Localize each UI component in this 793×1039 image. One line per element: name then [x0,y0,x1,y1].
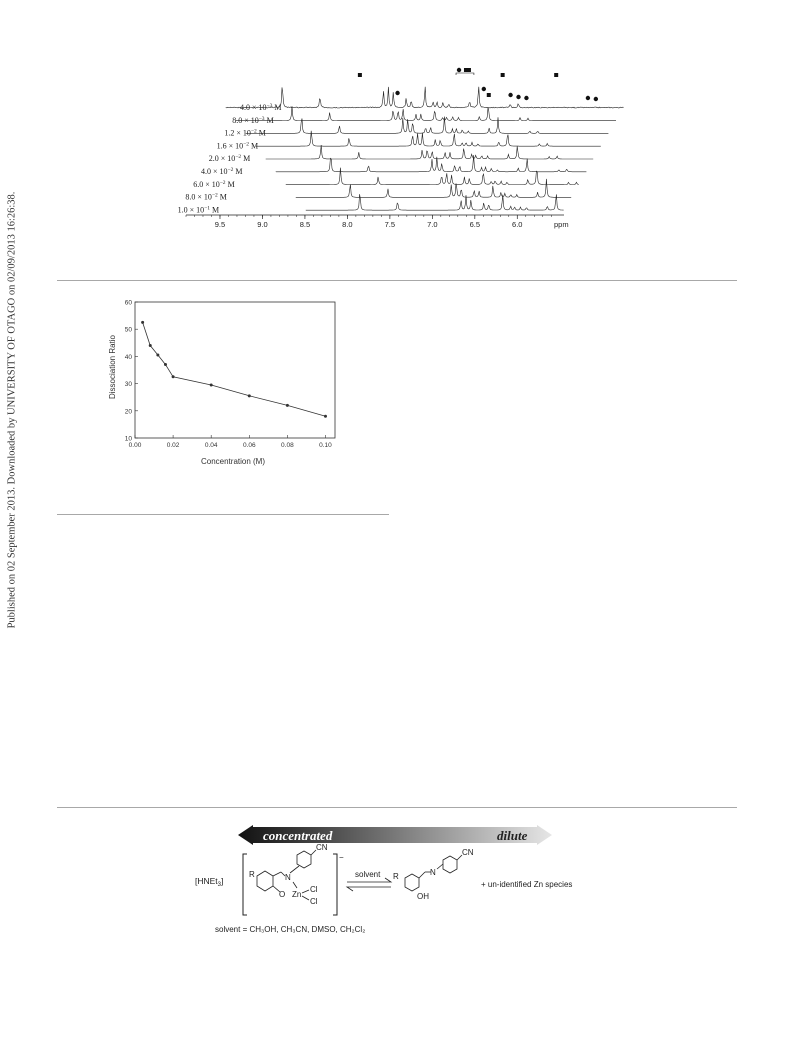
concentration-label: $6.0 \times 10^{-2}$ M [193,179,235,189]
circle-marker [395,91,399,95]
y-tick-label: 40 [124,353,132,361]
spectrum-trace [266,145,593,159]
concentration-label: $1.0 \times 10^{-1}$ M [177,205,220,215]
x-tick-label: 0.00 [128,442,142,449]
concentrated-label: concentrated [263,828,333,843]
square-marker [501,73,505,77]
charge-label: − [339,853,344,862]
r-group-product-label: R [393,872,399,881]
cn2-label: CN [462,848,474,857]
circle-marker [482,87,486,91]
section-divider-1 [57,280,737,281]
series-polyline [143,322,326,416]
dissociation-ratio-chart [95,292,355,482]
spectrum-trace [306,194,564,210]
data-point [324,415,327,418]
y-tick-label: 50 [124,326,132,334]
data-point [286,404,289,407]
cn1-label: CN [316,843,328,852]
concentration-label: $8.0 \times 10^{-3}$ M [232,115,274,125]
spectrum-trace [286,168,579,185]
section-divider-2 [57,514,389,515]
ppm-tick-label: 6.0 [512,220,523,229]
concentration-label: $1.6 \times 10^{-2}$ M [216,141,259,151]
product-tail-label: + un-identified Zn species [481,880,573,889]
equilibrium-scheme [185,820,615,940]
dilute-label: dilute [497,828,528,843]
cl1-label: Cl [310,885,318,894]
nmr-spectra-figure [150,62,640,234]
data-point [210,383,213,386]
x-tick-label: 0.02 [166,442,180,449]
bracket-marker [456,73,474,75]
ppm-axis [186,215,569,229]
right-bracket [333,854,337,915]
spectrum-trace [296,179,571,198]
x-tick-label: 0.04 [204,442,218,449]
ppm-tick-label: 9.5 [214,220,226,229]
section-divider-3 [57,807,737,808]
square-marker [358,73,362,77]
circle-marker [516,95,520,99]
concentration-label: $8.0 \times 10^{-2}$ M [185,192,227,202]
y-tick-label: 60 [124,299,132,307]
series-line [143,322,326,416]
data-point [164,363,167,366]
circle-marker [594,97,598,101]
data-point [149,344,152,347]
equilibrium-arrow-label: solvent [355,870,381,879]
publication-note-text: Published on 02 September 2013. Downloaded by UNIVERSITY OF OTAGO on 02/09/2013 16:26:38. [6,191,18,629]
data-point [141,321,144,324]
cl2-label: Cl [310,897,318,906]
x-tick-label: 0.06 [242,442,256,449]
o-atom-label: O [279,890,286,899]
data-point [248,394,251,397]
data-point [156,354,159,357]
oh-group-label: OH [417,892,429,901]
left-bracket [243,854,247,915]
circle-marker [508,93,512,97]
concentration-label: $1.2 \times 10^{-2}$ M [224,128,266,138]
r-group-label: R [249,870,255,879]
n-atom-product-label: N [430,868,436,877]
circle-marker [586,96,590,100]
ppm-unit-label: ppm [554,220,569,229]
ppm-tick-label: 8.5 [299,220,311,229]
chart-frame [135,302,335,438]
n-atom-label: N [285,873,291,882]
ppm-tick-label: 7.0 [427,220,438,229]
spectrum-trace [226,87,624,108]
ppm-tick-label: 7.5 [384,220,396,229]
y-tick-label: 30 [124,381,132,389]
cation-label: [HNEt$_3$] [195,876,224,888]
concentration-label: $4.0 \times 10^{-2}$ M [201,167,243,176]
square-marker [554,73,558,77]
y-tick-label: 10 [124,435,132,443]
ppm-tick-label: 9.0 [257,220,268,229]
spectra-traces [226,87,624,211]
data-point [172,375,175,378]
chart-ticks [125,300,332,450]
square-marker [487,93,491,97]
equilibrium-arrow [347,878,391,891]
y-axis-label: Dissociation Ratio [108,334,117,400]
concentration-label: $4.0 \times 10^{-3}$ M [240,103,282,112]
spectrum-trace [236,106,616,121]
y-tick-label: 20 [124,408,132,416]
circle-marker [524,96,528,100]
ppm-tick-label: 8.0 [342,220,353,229]
x-tick-label: 0.08 [281,442,294,449]
series-points [141,321,327,418]
concentration-label: $2.0 \times 10^{-2}$ M [208,154,251,164]
x-tick-label: 0.10 [319,442,332,449]
solvent-list: solvent = CH₃OH, CH₃CN, DMSO, CH₂Cl₂ [215,925,366,934]
x-axis-label: Concentration (M) [200,457,266,466]
spectrum-trace [246,117,608,134]
ppm-tick-label: 6.5 [469,220,481,229]
sidebar-publication-note [2,185,22,635]
circle-marker [457,68,461,72]
zn-atom-label: Zn [292,890,302,899]
square-marker [467,68,471,72]
